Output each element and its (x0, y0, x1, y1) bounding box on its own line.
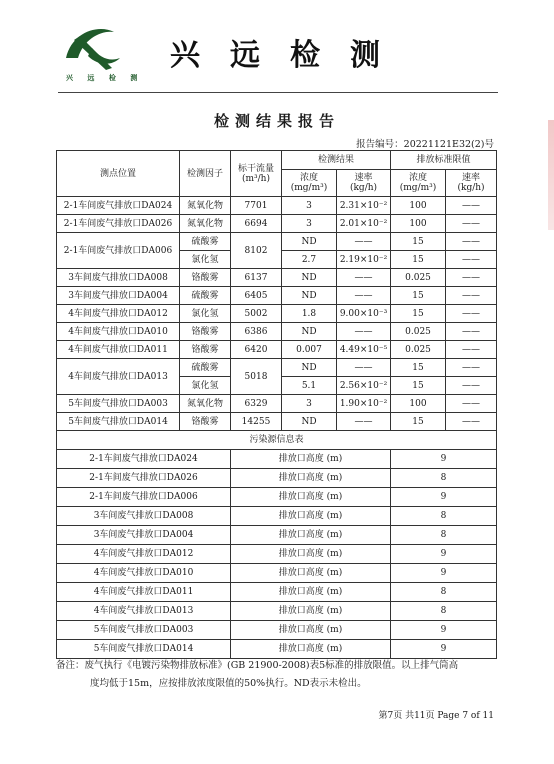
logo-caption: 兴 远 检 测 (66, 73, 144, 82)
table-row (57, 305, 497, 323)
source-height: 8 (391, 469, 497, 488)
cell-factor: 铬酸雾 (180, 269, 231, 287)
source-row (57, 469, 497, 488)
table-row (57, 395, 497, 413)
cell-conc: 3 (282, 395, 337, 413)
cell-limit-conc: 100 (391, 197, 446, 215)
source-point: 4车间废气排放口DA010 (57, 564, 231, 583)
header-limit-conc-label: 浓度 (409, 173, 428, 183)
source-height-label: 排放口高度 (m) (231, 507, 391, 526)
header-factor: 检测因子 (180, 151, 231, 197)
cell-flow: 6386 (231, 323, 282, 341)
source-row (57, 526, 497, 545)
cell-flow: 5018 (231, 359, 282, 395)
source-point: 3车间废气排放口DA004 (57, 526, 231, 545)
cell-rate: 2.31×10⁻² (337, 197, 391, 215)
cell-flow: 6405 (231, 287, 282, 305)
cell-limit-rate: —— (446, 215, 497, 233)
source-point: 2-1车间废气排放口DA006 (57, 488, 231, 507)
cell-factor: 硫酸雾 (180, 287, 231, 305)
source-height: 8 (391, 583, 497, 602)
header-point: 测点位置 (57, 151, 180, 197)
table-row (57, 215, 497, 233)
cell-limit-rate: —— (446, 305, 497, 323)
cell-flow: 6137 (231, 269, 282, 287)
source-row (57, 507, 497, 526)
source-height: 9 (391, 488, 497, 507)
source-height-label: 排放口高度 (m) (231, 469, 391, 488)
cell-rate: —— (337, 359, 391, 377)
cell-rate: 2.56×10⁻² (337, 377, 391, 395)
cell-limit-conc: 15 (391, 287, 446, 305)
cell-flow: 6420 (231, 341, 282, 359)
cell-factor: 氯化氢 (180, 251, 231, 269)
source-point: 2-1车间废气排放口DA026 (57, 469, 231, 488)
cell-point: 5车间废气排放口DA003 (57, 395, 180, 413)
header-rate-unit: (kg/h) (349, 183, 378, 193)
header-limit-conc-unit: (mg/m³) (399, 183, 437, 193)
table-row (57, 287, 497, 305)
table-row (57, 197, 497, 215)
page-number: 第7页 共11页 Page 7 of 11 (378, 711, 494, 721)
source-height: 8 (391, 602, 497, 621)
table-row (57, 323, 497, 341)
source-point: 4车间废气排放口DA012 (57, 545, 231, 564)
header-limit-conc (391, 170, 446, 197)
header-flow-unit: (m³/h) (242, 173, 270, 184)
cell-limit-rate: —— (446, 413, 497, 431)
source-height-label: 排放口高度 (m) (231, 583, 391, 602)
header-limit: 排放标准限值 (391, 151, 497, 170)
source-height: 9 (391, 621, 497, 640)
source-height-label: 排放口高度 (m) (231, 450, 391, 469)
cell-conc: 3 (282, 215, 337, 233)
header-limit-rate (446, 170, 497, 197)
cell-conc: 1.8 (282, 305, 337, 323)
cell-factor: 硫酸雾 (180, 233, 231, 251)
cell-limit-rate: —— (446, 233, 497, 251)
cell-limit-conc: 15 (391, 305, 446, 323)
header-limit-rate-unit: (kg/h) (457, 183, 485, 193)
header-result: 检测结果 (282, 151, 391, 170)
cell-limit-rate: —— (446, 287, 497, 305)
source-height: 9 (391, 640, 497, 659)
cell-conc: 5.1 (282, 377, 337, 395)
source-height: 9 (391, 545, 497, 564)
cell-conc: ND (282, 413, 337, 431)
cell-point: 4车间废气排放口DA011 (57, 341, 180, 359)
cell-flow: 7701 (231, 197, 282, 215)
header-rate (337, 170, 391, 197)
source-height: 9 (391, 564, 497, 583)
cell-limit-rate: —— (446, 323, 497, 341)
table-row (57, 413, 497, 431)
results-table (56, 150, 497, 659)
source-height-label: 排放口高度 (m) (231, 526, 391, 545)
source-row (57, 545, 497, 564)
cell-conc: ND (282, 323, 337, 341)
source-point: 5车间废气排放口DA014 (57, 640, 231, 659)
cell-point: 2-1车间废气排放口DA024 (57, 197, 180, 215)
cell-limit-rate: —— (446, 197, 497, 215)
cell-conc: ND (282, 269, 337, 287)
cell-limit-rate: —— (446, 251, 497, 269)
cell-limit-conc: 15 (391, 413, 446, 431)
cell-point: 3车间废气排放口DA004 (57, 287, 180, 305)
cell-limit-rate: —— (446, 395, 497, 413)
cell-conc: ND (282, 287, 337, 305)
document-title: 检测结果报告 (213, 112, 340, 130)
cell-point: 4车间废气排放口DA012 (57, 305, 180, 323)
cell-conc: 0.007 (282, 341, 337, 359)
cell-limit-conc: 15 (391, 377, 446, 395)
cell-limit-rate: —— (446, 269, 497, 287)
source-row (57, 621, 497, 640)
cell-factor: 氮氧化物 (180, 395, 231, 413)
cell-point: 2-1车间废气排放口DA006 (57, 233, 180, 269)
cell-limit-rate: —— (446, 377, 497, 395)
cell-limit-conc: 100 (391, 395, 446, 413)
source-height-label: 排放口高度 (m) (231, 564, 391, 583)
cell-factor: 氮氧化物 (180, 215, 231, 233)
cell-factor: 铬酸雾 (180, 413, 231, 431)
cell-factor: 铬酸雾 (180, 323, 231, 341)
header-divider (58, 92, 498, 93)
cell-limit-conc: 100 (391, 215, 446, 233)
cell-flow: 5002 (231, 305, 282, 323)
cell-limit-rate: —— (446, 359, 497, 377)
source-point: 4车间废气排放口DA011 (57, 583, 231, 602)
source-row (57, 450, 497, 469)
source-row (57, 602, 497, 621)
cell-limit-conc: 15 (391, 251, 446, 269)
header-limit-rate-label: 速率 (462, 173, 481, 183)
table-row (57, 359, 497, 377)
source-height: 8 (391, 526, 497, 545)
remarks-line-1: 备注：废气执行《电镀污染物排放标准》(GB 21900-2008)表5标准的排放限值。以上排气筒高 (56, 660, 459, 671)
cell-rate: —— (337, 413, 391, 431)
cell-point: 2-1车间废气排放口DA026 (57, 215, 180, 233)
header-conc-label: 浓度 (299, 173, 318, 183)
source-height-label: 排放口高度 (m) (231, 640, 391, 659)
cell-flow: 6694 (231, 215, 282, 233)
cell-rate: —— (337, 287, 391, 305)
cell-conc: ND (282, 359, 337, 377)
cell-limit-conc: 0.025 (391, 341, 446, 359)
cell-rate: —— (337, 323, 391, 341)
cell-point: 4车间废气排放口DA010 (57, 323, 180, 341)
source-point: 3车间废气排放口DA008 (57, 507, 231, 526)
cell-flow: 14255 (231, 413, 282, 431)
cell-conc: 2.7 (282, 251, 337, 269)
cell-limit-conc: 15 (391, 233, 446, 251)
source-height: 8 (391, 507, 497, 526)
table-row (57, 341, 497, 359)
cell-factor: 硫酸雾 (180, 359, 231, 377)
cell-point: 3车间废气排放口DA008 (57, 269, 180, 287)
source-row (57, 583, 497, 602)
header-flow-label: 标干流量 (237, 163, 274, 174)
cell-factor: 铬酸雾 (180, 341, 231, 359)
cell-rate: 1.90×10⁻² (337, 395, 391, 413)
remarks (56, 657, 496, 693)
source-point: 4车间废气排放口DA013 (57, 602, 231, 621)
table-row (57, 233, 497, 251)
header-conc (282, 170, 337, 197)
cell-limit-conc: 0.025 (391, 269, 446, 287)
report-number: 报告编号：20221121E32(2)号 (356, 139, 494, 150)
cell-factor: 氯化氢 (180, 305, 231, 323)
remarks-line-2: 度均低于15m，应按排放浓度限值的50%执行。ND表示未检出。 (90, 678, 367, 689)
cell-conc: ND (282, 233, 337, 251)
source-table-title-row (57, 431, 497, 450)
cell-limit-conc: 15 (391, 359, 446, 377)
company-name: 兴远检测 (170, 38, 410, 73)
source-point: 5车间废气排放口DA003 (57, 621, 231, 640)
cell-point: 4车间废气排放口DA013 (57, 359, 180, 395)
source-height-label: 排放口高度 (m) (231, 602, 391, 621)
cell-flow: 8102 (231, 233, 282, 269)
source-row (57, 488, 497, 507)
source-height: 9 (391, 450, 497, 469)
source-point: 2-1车间废气排放口DA024 (57, 450, 231, 469)
cell-flow: 6329 (231, 395, 282, 413)
cell-limit-conc: 0.025 (391, 323, 446, 341)
seal-stamp-edge (548, 120, 554, 230)
cell-point: 5车间废气排放口DA014 (57, 413, 180, 431)
source-height-label: 排放口高度 (m) (231, 488, 391, 507)
cell-limit-rate: —— (446, 341, 497, 359)
source-row (57, 640, 497, 659)
source-height-label: 排放口高度 (m) (231, 545, 391, 564)
source-height-label: 排放口高度 (m) (231, 621, 391, 640)
header-flow (231, 151, 282, 197)
cell-rate: —— (337, 233, 391, 251)
cell-rate: 2.19×10⁻² (337, 251, 391, 269)
cell-rate: 4.49×10⁻⁵ (337, 341, 391, 359)
table-row (57, 269, 497, 287)
cell-conc: 3 (282, 197, 337, 215)
cell-rate: 9.00×10⁻³ (337, 305, 391, 323)
cell-rate: —— (337, 269, 391, 287)
header-rate-label: 速率 (354, 173, 373, 183)
cell-factor: 氮氧化物 (180, 197, 231, 215)
cell-rate: 2.01×10⁻² (337, 215, 391, 233)
cell-factor: 氯化氢 (180, 377, 231, 395)
header-conc-unit: (mg/m³) (290, 183, 328, 193)
source-row (57, 564, 497, 583)
source-table-title: 污染源信息表 (57, 431, 497, 450)
